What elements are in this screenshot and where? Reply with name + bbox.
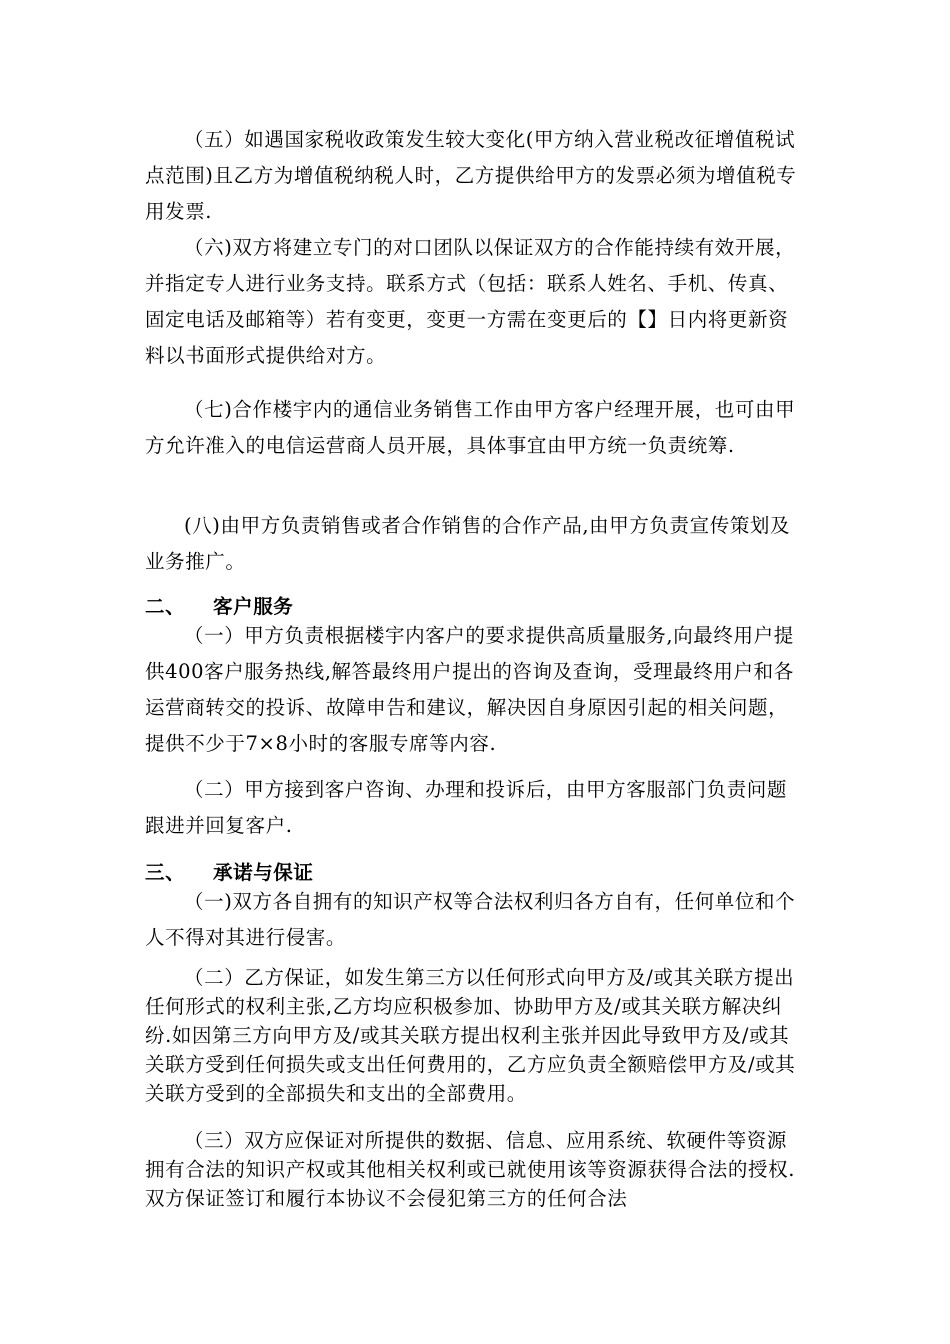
section-2-number: 二、: [145, 595, 186, 618]
section-3-clause-3-paragraph: （三）双方应保证对所提供的数据、信息、应用系统、软硬件等资源拥有合法的知识产权或其他相关权利或已就使用该等资源获得合法的授权.双方保证签订和履行本协议不会侵犯第三方的任何合法: [145, 1129, 795, 1210]
clause-8-paragraph: (八)由甲方负责销售或者合作销售的合作产品,由甲方负责宣传策划及业务推广。: [145, 514, 791, 573]
section-3-clause-2-paragraph: （二）乙方保证，如发生第三方以任何形式向甲方及/或其关联方提出任何形式的权利主张,乙方均应积极参加、协助甲方及/或其关联方解决纠纷.如因第三方向甲方及/或其关联方提出权利主张并因此导致甲方及/或其关联方受到任何损失或支出任何费用的，乙方应负责全额赔偿甲方及/或其关联方受到的全部损失和支出的全部费用。: [145, 966, 796, 1105]
section-3-clause-1-paragraph: （一)双方各自拥有的知识产权等合法权利归各方自有，任何单位和个人不得对其进行侵害。: [145, 890, 796, 949]
section-2-title: 客户服务: [213, 595, 294, 618]
section-2-clause-2-paragraph: （二）甲方接到客户咨询、办理和投诉后，由甲方客服部门负责问题跟进并回复客户.: [145, 778, 788, 837]
clause-5-paragraph: （五）如遇国家税收政策发生较大变化(甲方纳入营业税改征增值税试点范围)且乙方为增值税纳税人时，乙方提供给甲方的发票必须为增值税专用发票.: [145, 128, 797, 223]
section-2-heading: [145, 594, 805, 620]
section-3-number: 三、: [145, 861, 186, 884]
section-3-heading: [145, 860, 805, 886]
clause-6-paragraph: （六)双方将建立专门的对口团队以保证双方的合作能持续有效开展，并指定专人进行业务支持。联系方式（包括：联系人姓名、手机、传真、固定电话及邮箱等）若有变更，变更一方需在变更后的【】日内将更新资料以书面形式提供给对方。: [145, 236, 796, 367]
section-3-title: 承诺与保证: [213, 861, 314, 884]
section-2-clause-1-paragraph: （一）甲方负责根据楼宇内客户的要求提供高质量服务,向最终用户提供400客户服务热线,解答最终用户提出的咨询及查询，受理最终用户和各运营商转交的投诉、故障申告和建议，解决因自身原因引起的相关问题，提供不少于7×8小时的客服专席等内容.: [145, 624, 794, 755]
clause-7-paragraph: （七)合作楼宇内的通信业务销售工作由甲方客户经理开展，也可由甲方允许准入的电信运营商人员开展，具体事宜由甲方统一负责统筹.: [145, 398, 796, 457]
